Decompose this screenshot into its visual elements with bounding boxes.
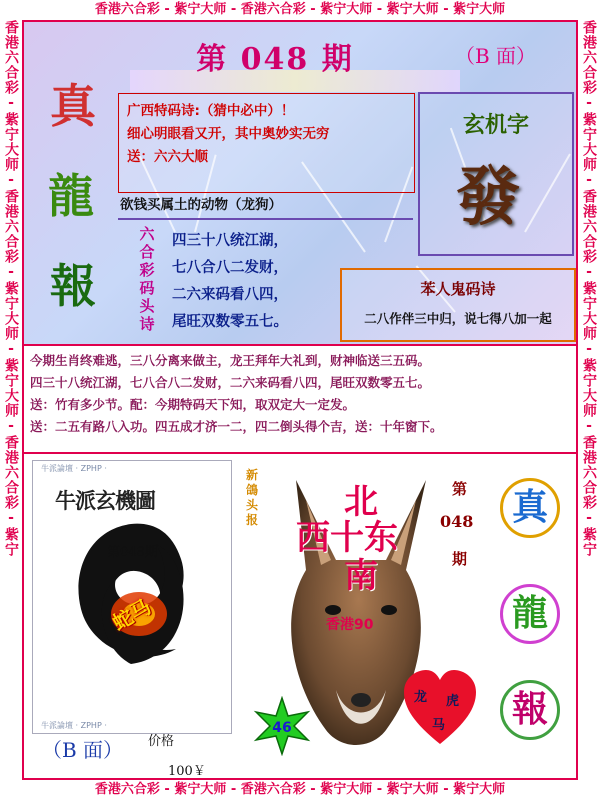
niupai-logo: 牛派玄機圖	[55, 489, 155, 513]
face-label: （B 面）	[455, 44, 537, 68]
heart-badge	[404, 668, 476, 748]
prediction-line: 送：竹有多少节。配：今期特码天下知，取双定大一定发。	[30, 397, 356, 412]
price-value: 100￥	[168, 764, 206, 779]
prediction-line: 今期生肖终难逃，三八分离来做主，龙王拜年大礼到，财神临送三五码。	[30, 353, 431, 368]
face-label-bottom: （B 面）	[42, 738, 124, 762]
issue-number-right: 048	[440, 512, 474, 531]
xuanji-title: 玄机字	[462, 112, 529, 138]
head-poem-line: 二六来码看八四，	[172, 287, 288, 303]
head-poem-line: 四三十八统江湖，	[172, 233, 288, 249]
prediction-text-block	[24, 344, 576, 454]
side-char-bao: 報	[50, 259, 96, 313]
side-char-long: 龍	[48, 169, 94, 223]
riddle-text: 欲钱买属土的动物（龙狗）	[120, 197, 282, 213]
bottom-border-text: 香港六合彩 - 紫宁大师 - 香港六合彩 - 紫宁大师 - 紫宁大师 - 紫宁大师	[0, 780, 600, 800]
ghost-poem-box	[340, 268, 576, 342]
issue-label-right: 第	[452, 480, 468, 498]
ghost-poem-body: 二八作伴三中归，说七得八加一起	[364, 311, 552, 326]
issue-suffix-right: 期	[452, 550, 468, 568]
direction-west-east: 西十东	[296, 518, 398, 558]
right-border-text: 香港六合彩-紫宁大师-香港六合彩-紫宁大师-紫宁大师-香港六合彩-紫宁	[578, 20, 600, 780]
heart-text-top: 龙	[414, 690, 428, 705]
direction-south: 南	[344, 556, 378, 596]
heart-text-bottom: 马	[432, 718, 446, 733]
niupai-issue: 第048期	[107, 545, 158, 560]
divider	[118, 218, 413, 220]
newspaper-label: 新鴿头报	[246, 468, 259, 527]
head-poem	[172, 228, 288, 336]
prediction-line: 四三十八统江湖，七八合八二发财，二六来码看八四，尾旺双数零五七。	[30, 375, 431, 390]
circle-char-long: 龍	[500, 584, 560, 644]
star-number: 46	[272, 720, 292, 736]
price-label: 价格	[148, 734, 175, 749]
prediction-line: 送：二五有路八入功。四五成才济一二，四二倒头得个吉，送：十年窗下。	[30, 419, 443, 434]
heart-text-right: 虎	[446, 694, 460, 709]
niupai-puzzle-box	[32, 460, 232, 734]
circle-char-zhen: 真	[500, 478, 560, 538]
niupai-animals: 蛇马	[108, 594, 156, 636]
box-border-text: 牛派論壇 · ZPHP ·	[41, 464, 107, 473]
head-poem-line: 七八合八二发财，	[172, 260, 288, 276]
side-char-zhen: 真	[50, 79, 96, 133]
circle-char-bao: 報	[500, 680, 560, 740]
ghost-poem-title: 苯人鬼码诗	[420, 280, 496, 298]
guangxi-poem-box	[118, 93, 415, 193]
guangxi-poem-title: 广西特码诗:（猜中必中）！	[127, 103, 295, 119]
guangxi-poem-line1: 细心明眼看又开，其中奥妙实无穷	[127, 126, 330, 142]
box-border-text: 牛派論壇 · ZPHP ·	[41, 721, 107, 730]
head-poem-label: 六合彩码头诗	[139, 225, 155, 333]
top-border-text: 香港六合彩 - 紫宁大师 - 香港六合彩 - 紫宁大师 - 紫宁大师 - 紫宁大师	[0, 0, 600, 20]
head-poem-line: 尾旺双数零五七。	[172, 314, 288, 330]
xuanji-box	[418, 92, 574, 256]
guangxi-poem-line2: 送：六六大顺	[127, 149, 208, 165]
direction-north: 北	[344, 482, 378, 522]
xuanji-glyph: 發	[456, 160, 520, 235]
star-badge	[252, 696, 312, 756]
left-border-text: 香港六合彩-紫宁大师-香港六合彩-紫宁大师-紫宁大师-香港六合彩-紫宁	[0, 20, 22, 780]
issue-title: 第 048 期	[196, 42, 354, 77]
hk-label: 香港90	[326, 617, 374, 633]
